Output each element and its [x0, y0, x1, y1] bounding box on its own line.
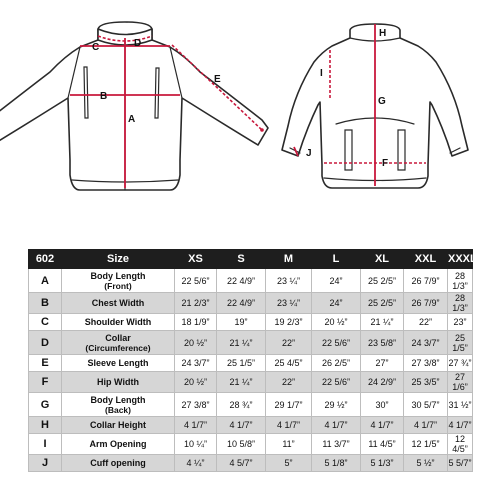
table-row: [29, 417, 473, 434]
size-value-cell: 24 3/7”: [404, 331, 448, 355]
size-value-cell: 22 5/6”: [175, 269, 217, 293]
row-label: Sleeve Length: [87, 358, 149, 368]
row-label-cell: [62, 372, 175, 393]
size-value-cell: 22”: [266, 372, 312, 393]
header-xs: XS: [175, 250, 217, 269]
table-row: [29, 393, 473, 417]
size-value-cell: 27 1/6”: [448, 372, 473, 393]
header-s: S: [217, 250, 266, 269]
size-value-cell: 22 5/6”: [312, 372, 361, 393]
row-label: Collar: [105, 332, 131, 343]
size-value-cell: 22 5/6”: [312, 331, 361, 355]
row-label-cell: [62, 331, 175, 355]
label-f: F: [382, 158, 389, 169]
table-row: [29, 355, 473, 372]
size-value-cell: 4 ¼”: [175, 455, 217, 472]
header-m: M: [266, 250, 312, 269]
size-value-cell: 27 ¾”: [448, 355, 473, 372]
label-g: G: [378, 96, 386, 107]
size-value-cell: 24”: [312, 293, 361, 314]
size-value-cell: 28 1/3”: [448, 269, 473, 293]
size-value-cell: 22”: [404, 314, 448, 331]
label-i: I: [320, 68, 323, 79]
size-value-cell: 28 ¾”: [217, 393, 266, 417]
row-label-cell: [62, 434, 175, 455]
size-value-cell: 4 5/7”: [217, 455, 266, 472]
size-value-cell: 23 ¼”: [266, 293, 312, 314]
label-a: A: [128, 114, 136, 125]
jacket-back-view: [282, 24, 468, 188]
row-code: G: [29, 393, 62, 417]
label-h: H: [379, 28, 387, 39]
measure-dot: [260, 128, 264, 132]
size-value-cell: 30 5/7”: [404, 393, 448, 417]
size-value-cell: 4 1/7”: [175, 417, 217, 434]
size-value-cell: 26 7/9”: [404, 269, 448, 293]
size-chart-table: [28, 249, 477, 472]
row-label: Body Length: [90, 394, 146, 405]
row-label-cell: [62, 455, 175, 472]
size-value-cell: 22”: [266, 331, 312, 355]
size-value-cell: 10 5/8”: [217, 434, 266, 455]
table-row: [29, 434, 473, 455]
header-xxl: XXL: [404, 250, 448, 269]
size-value-cell: 26 2/5”: [312, 355, 361, 372]
size-value-cell: 4 1/7”: [361, 417, 404, 434]
row-label-cell: [62, 293, 175, 314]
size-value-cell: 20 ½”: [175, 372, 217, 393]
size-value-cell: 29 ½”: [312, 393, 361, 417]
label-j: J: [306, 148, 312, 159]
size-value-cell: 27”: [361, 355, 404, 372]
size-value-cell: 11 4/5”: [361, 434, 404, 455]
size-value-cell: 4 1/7”: [217, 417, 266, 434]
header-size: Size: [62, 250, 175, 269]
table-row: [29, 293, 473, 314]
size-value-cell: 24 3/7”: [175, 355, 217, 372]
size-value-cell: 31 ½”: [448, 393, 473, 417]
row-code: A: [29, 269, 62, 293]
row-label-cell: [62, 314, 175, 331]
size-value-cell: 23 5/8”: [361, 331, 404, 355]
row-code: D: [29, 331, 62, 355]
size-value-cell: 25 4/5”: [266, 355, 312, 372]
label-b: B: [100, 91, 108, 102]
label-e: E: [214, 74, 221, 85]
size-value-cell: 20 ½”: [175, 331, 217, 355]
jacket-front-view: [0, 22, 268, 190]
size-value-cell: 25 3/5”: [404, 372, 448, 393]
size-value-cell: 20 ½”: [312, 314, 361, 331]
label-d: D: [134, 38, 142, 49]
header-xxxl: XXXL: [448, 250, 473, 269]
size-value-cell: 18 1/9”: [175, 314, 217, 331]
size-value-cell: 5 1/8”: [312, 455, 361, 472]
row-label: Arm Opening: [89, 439, 147, 449]
header-l: L: [312, 250, 361, 269]
size-value-cell: 21 ¼”: [361, 314, 404, 331]
table-row: [29, 331, 473, 355]
row-label-cell: [62, 417, 175, 434]
row-code: E: [29, 355, 62, 372]
size-value-cell: 19”: [217, 314, 266, 331]
size-value-cell: 29 1/7”: [266, 393, 312, 417]
size-value-cell: 25 2/5”: [361, 269, 404, 293]
size-value-cell: 10 ¼”: [175, 434, 217, 455]
size-value-cell: 23”: [448, 314, 473, 331]
size-value-cell: 5”: [266, 455, 312, 472]
jacket-measurement-diagram: [0, 0, 500, 240]
size-value-cell: 11 3/7”: [312, 434, 361, 455]
table-row: [29, 314, 473, 331]
size-value-cell: 22 4/9”: [217, 269, 266, 293]
row-label: Hip Width: [97, 377, 139, 387]
size-value-cell: 27 3/8”: [175, 393, 217, 417]
size-value-cell: 12 1/5”: [404, 434, 448, 455]
size-value-cell: 27 3/8”: [404, 355, 448, 372]
row-code: C: [29, 314, 62, 331]
header-model-number: 602: [29, 250, 62, 269]
size-value-cell: 21 ¼”: [217, 372, 266, 393]
row-code: H: [29, 417, 62, 434]
size-value-cell: 28 1/3”: [448, 293, 473, 314]
size-value-cell: 5 ½”: [404, 455, 448, 472]
row-code: B: [29, 293, 62, 314]
size-value-cell: 26 7/9”: [404, 293, 448, 314]
table-row: [29, 455, 473, 472]
size-value-cell: 24”: [312, 269, 361, 293]
row-code: F: [29, 372, 62, 393]
size-value-cell: 25 1/5”: [448, 331, 473, 355]
size-value-cell: 24 2/9”: [361, 372, 404, 393]
size-value-cell: 21 ¼”: [217, 331, 266, 355]
row-sublabel: (Circumference): [85, 342, 151, 353]
row-code: J: [29, 455, 62, 472]
size-value-cell: 23 ¼”: [266, 269, 312, 293]
header-xl: XL: [361, 250, 404, 269]
row-label-cell: [62, 269, 175, 293]
size-value-cell: 21 2/3”: [175, 293, 217, 314]
table-row: [29, 269, 473, 293]
row-label: Body Length: [90, 270, 146, 281]
size-value-cell: 30”: [361, 393, 404, 417]
size-value-cell: 4 1/7”: [312, 417, 361, 434]
row-label: Collar Height: [89, 420, 146, 430]
row-label: Chest Width: [91, 298, 145, 308]
table-row: [29, 372, 473, 393]
row-label-cell: [62, 393, 175, 417]
size-value-cell: 19 2/3”: [266, 314, 312, 331]
row-code: I: [29, 434, 62, 455]
size-table-body: [29, 269, 473, 472]
size-value-cell: 5 5/7”: [448, 455, 473, 472]
row-label: Cuff opening: [90, 458, 146, 468]
size-value-cell: 25 2/5”: [361, 293, 404, 314]
row-sublabel: (Front): [104, 280, 132, 291]
label-c: C: [92, 42, 100, 53]
size-value-cell: 25 1/5”: [217, 355, 266, 372]
size-value-cell: 4 1/7”: [448, 417, 473, 434]
row-sublabel: (Back): [105, 404, 131, 415]
size-value-cell: 5 1/3”: [361, 455, 404, 472]
size-value-cell: 4 1/7”: [404, 417, 448, 434]
size-value-cell: 12 4/5”: [448, 434, 473, 455]
size-value-cell: 4 1/7”: [266, 417, 312, 434]
row-label: Shoulder Width: [84, 317, 152, 327]
table-header-row: [29, 250, 473, 269]
row-label-cell: [62, 355, 175, 372]
size-value-cell: 22 4/9”: [217, 293, 266, 314]
size-value-cell: 11”: [266, 434, 312, 455]
